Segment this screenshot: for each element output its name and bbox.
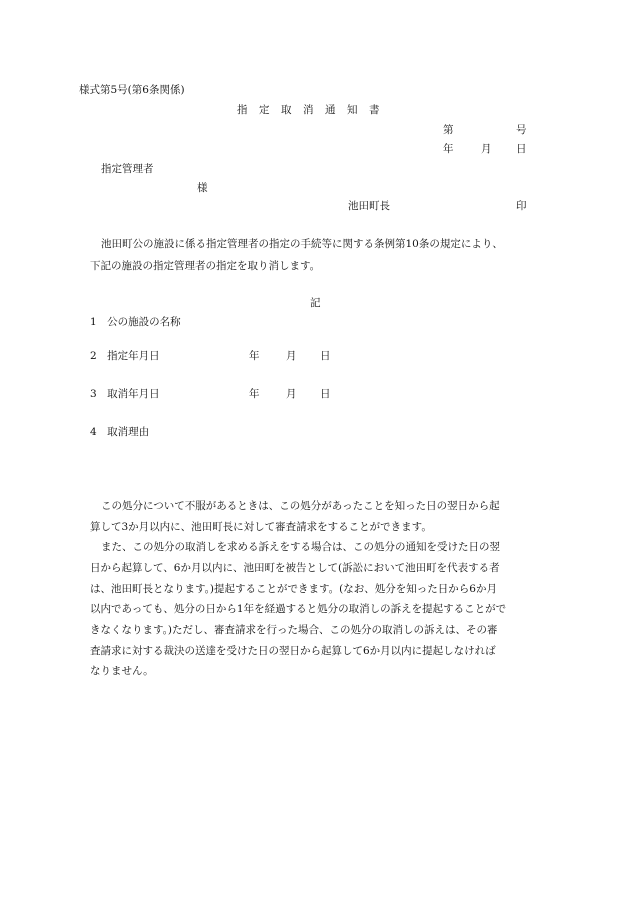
page-title: 指 定 取 消 通 知 書 [237, 104, 380, 116]
sender-name: 池田町長 [348, 200, 390, 212]
notice-p1-line-2: 算して3か月以内に、池田町長に対して審査請求をすることができます。 [90, 521, 432, 533]
notice-p2-line-6: 査請求に対する裁決の送達を受けた日の翌日から起算して6か月以内に提起しなければ [90, 645, 496, 657]
notice-p2-line-5: きなくなります。)ただし、審査請求を行った場合、この処分の取消しの訴えは、その審 [90, 624, 498, 636]
recipient-label: 指定管理者 [101, 163, 154, 175]
cancellation-year-label: 年 [249, 388, 260, 400]
number-suffix: 号 [516, 124, 527, 136]
item-designation-date: 2 指定年月日 [90, 350, 160, 362]
notice-p2-line-7: なりません。 [90, 665, 154, 677]
recipient-honorific: 様 [197, 182, 208, 194]
date-year-label: 年 [443, 143, 454, 155]
notice-p2-line-3: は、池田町長となります。)提起することができます。(なお、処分を知った日から6か月 [90, 583, 497, 595]
designation-month-label: 月 [286, 350, 297, 362]
designation-day-label: 日 [320, 350, 331, 362]
cancellation-day-label: 日 [320, 388, 331, 400]
number-prefix: 第 [443, 124, 454, 136]
notice-p2-line-2: 日から起算して、6か月以内に、池田町を被告として(訴訟において池田町を代表する者 [90, 562, 500, 574]
designation-year-label: 年 [249, 350, 260, 362]
item-facility-name: 1 公の施設の名称 [90, 316, 181, 328]
cancellation-month-label: 月 [286, 388, 297, 400]
notice-p1-line-1: この処分について不服があるときは、この処分があったことを知った日の翌日から起 [101, 500, 500, 512]
form-label: 様式第5号(第6条関係) [79, 84, 185, 96]
intro-line-2: 下記の施設の指定管理者の指定を取り消します。 [90, 260, 321, 272]
item-cancellation-date: 3 取消年月日 [90, 388, 160, 400]
notice-p2-line-1: また、この処分の取消しを求める訴えをする場合は、この処分の通知を受けた日の翌 [101, 541, 500, 553]
date-day-label: 日 [516, 143, 527, 155]
ki-label: 記 [310, 297, 321, 309]
item-cancellation-reason: 4 取消理由 [90, 426, 150, 438]
intro-line-1: 池田町公の施設に係る指定管理者の指定の手続等に関する条例第10条の規定により、 [101, 238, 503, 250]
notice-p2-line-4: 以内であっても、処分の日から1年を経過すると処分の取消しの訴えを提起することがで [90, 603, 507, 615]
date-month-label: 月 [481, 143, 492, 155]
seal-mark: 印 [516, 200, 527, 212]
